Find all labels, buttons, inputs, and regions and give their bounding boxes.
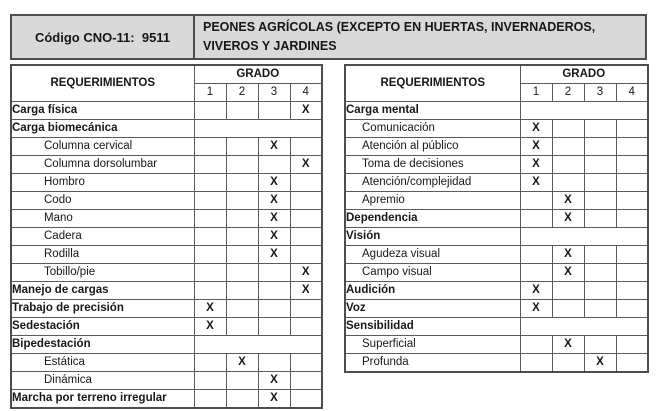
grade-cell xyxy=(290,372,322,390)
grade-cell xyxy=(194,390,226,409)
grade-cell xyxy=(616,192,648,210)
grade-cell xyxy=(584,156,616,174)
grade-cell xyxy=(616,246,648,264)
occupation-title-line-1: PEONES AGRÍCOLAS (EXCEPTO EN HUERTAS, INVERNADEROS, xyxy=(203,20,596,35)
table-row xyxy=(345,336,648,354)
requirements-tables xyxy=(10,64,649,409)
grade-cell xyxy=(584,282,616,300)
table-row xyxy=(345,120,648,138)
row-label: Hombro xyxy=(11,174,194,192)
grade-cell xyxy=(258,156,290,174)
row-label: Apremio xyxy=(345,192,520,210)
grade-cell xyxy=(290,246,322,264)
grade-cell xyxy=(616,300,648,318)
grade-column-4: 4 xyxy=(616,84,648,102)
table-row xyxy=(345,246,648,264)
grade-cell xyxy=(584,138,616,156)
grade-column-3: 3 xyxy=(584,84,616,102)
grade-cell xyxy=(226,228,258,246)
grade-cell xyxy=(584,264,616,282)
grade-cell: X xyxy=(584,354,616,373)
grade-cell xyxy=(194,138,226,156)
row-label: Rodilla xyxy=(11,246,194,264)
row-label: Bipedestación xyxy=(11,336,194,354)
grade-cell xyxy=(290,210,322,228)
grade-cell xyxy=(584,246,616,264)
grade-cell xyxy=(616,210,648,228)
grade-cell xyxy=(194,354,226,372)
grade-column-4: 4 xyxy=(290,84,322,102)
row-label: Atención al público xyxy=(345,138,520,156)
grade-cell: X xyxy=(520,120,552,138)
grade-merged-cell xyxy=(520,228,648,246)
grade-cell xyxy=(290,390,322,409)
grade-cell xyxy=(290,300,322,318)
grade-cell xyxy=(194,210,226,228)
grade-cell xyxy=(290,228,322,246)
grade-cell xyxy=(194,174,226,192)
grade-column-3: 3 xyxy=(258,84,290,102)
grade-cell xyxy=(520,354,552,373)
grade-cell xyxy=(226,264,258,282)
grade-cell xyxy=(290,174,322,192)
grade-cell xyxy=(552,282,584,300)
table-row xyxy=(345,264,648,282)
table-row xyxy=(11,264,322,282)
grade-cell: X xyxy=(226,354,258,372)
grade-header: GRADO xyxy=(194,65,322,84)
occupation-title-cell xyxy=(195,16,645,58)
grade-cell xyxy=(584,300,616,318)
grade-cell: X xyxy=(552,264,584,282)
grade-cell xyxy=(226,102,258,120)
table-header-row xyxy=(11,65,322,84)
table-row xyxy=(11,354,322,372)
grade-column-1: 1 xyxy=(520,84,552,102)
grade-cell xyxy=(584,336,616,354)
grade-cell: X xyxy=(520,138,552,156)
grade-cell xyxy=(258,102,290,120)
table-row xyxy=(11,246,322,264)
row-label: Marcha por terreno irregular xyxy=(11,390,194,409)
row-label: Carga física xyxy=(11,102,194,120)
grade-cell xyxy=(616,138,648,156)
grade-cell xyxy=(258,354,290,372)
grade-cell: X xyxy=(520,156,552,174)
row-label: Tobillo/pie xyxy=(11,264,194,282)
table-row xyxy=(11,138,322,156)
table-row xyxy=(11,228,322,246)
row-label: Superficial xyxy=(345,336,520,354)
grade-cell xyxy=(226,390,258,409)
table-row xyxy=(345,174,648,192)
table-row xyxy=(11,300,322,318)
grade-cell xyxy=(520,246,552,264)
grade-cell xyxy=(552,120,584,138)
row-label: Manejo de cargas xyxy=(11,282,194,300)
grade-cell xyxy=(194,156,226,174)
table-row xyxy=(345,138,648,156)
grade-cell xyxy=(584,120,616,138)
row-label: Trabajo de precisión xyxy=(11,300,194,318)
row-label: Atención/complejidad xyxy=(345,174,520,192)
row-label: Codo xyxy=(11,192,194,210)
grade-cell xyxy=(194,192,226,210)
grade-cell xyxy=(584,174,616,192)
grade-cell xyxy=(552,138,584,156)
grade-cell xyxy=(520,336,552,354)
row-label: Sedestación xyxy=(11,318,194,336)
table-header-row xyxy=(345,65,648,84)
row-label: Columna cervical xyxy=(11,138,194,156)
grade-cell xyxy=(552,354,584,373)
table-row xyxy=(11,120,322,138)
row-label: Carga biomecánica xyxy=(11,120,194,138)
table-row xyxy=(11,336,322,354)
grade-column-2: 2 xyxy=(226,84,258,102)
grade-cell xyxy=(226,138,258,156)
requirements-header: REQUERIMIENTOS xyxy=(11,65,194,102)
row-label: Comunicación xyxy=(345,120,520,138)
table-row xyxy=(345,354,648,373)
table-row xyxy=(345,192,648,210)
grade-cell: X xyxy=(258,210,290,228)
grade-cell xyxy=(616,156,648,174)
grade-cell: X xyxy=(520,282,552,300)
grade-cell xyxy=(290,138,322,156)
grade-cell xyxy=(226,174,258,192)
document-header xyxy=(10,14,647,60)
grade-cell: X xyxy=(258,246,290,264)
grade-cell xyxy=(258,282,290,300)
grade-cell: X xyxy=(258,372,290,390)
grade-cell xyxy=(584,192,616,210)
grade-cell xyxy=(194,228,226,246)
grade-cell xyxy=(616,282,648,300)
table-row xyxy=(345,102,648,120)
grade-cell xyxy=(520,192,552,210)
table-row xyxy=(345,318,648,336)
grade-cell: X xyxy=(552,192,584,210)
grade-cell xyxy=(552,300,584,318)
table-row xyxy=(345,300,648,318)
row-label: Mano xyxy=(11,210,194,228)
grade-cell: X xyxy=(552,210,584,228)
grade-merged-cell xyxy=(520,318,648,336)
grade-cell xyxy=(194,246,226,264)
occupation-title-line-2: VIVEROS Y JARDINES xyxy=(203,39,337,53)
grade-cell xyxy=(520,210,552,228)
grade-cell xyxy=(226,156,258,174)
grade-cell: X xyxy=(552,246,584,264)
row-label: Sensibilidad xyxy=(345,318,520,336)
grade-cell xyxy=(616,264,648,282)
grade-cell: X xyxy=(290,282,322,300)
row-label: Visión xyxy=(345,228,520,246)
grade-cell: X xyxy=(290,156,322,174)
row-label: Voz xyxy=(345,300,520,318)
grade-cell xyxy=(258,318,290,336)
grade-cell xyxy=(194,372,226,390)
table-row xyxy=(345,228,648,246)
grade-cell: X xyxy=(290,264,322,282)
grade-cell: X xyxy=(290,102,322,120)
table-row xyxy=(11,372,322,390)
grade-cell xyxy=(226,210,258,228)
grade-cell: X xyxy=(194,300,226,318)
grade-cell xyxy=(584,210,616,228)
grade-cell xyxy=(290,192,322,210)
mental-sensory-requirements-table xyxy=(344,64,649,373)
row-label: Toma de decisiones xyxy=(345,156,520,174)
left-table-slot xyxy=(10,64,323,409)
grade-cell: X xyxy=(258,174,290,192)
row-label: Carga mental xyxy=(345,102,520,120)
grade-merged-cell xyxy=(520,102,648,120)
grade-cell xyxy=(226,246,258,264)
grade-merged-cell xyxy=(194,336,322,354)
grade-cell xyxy=(226,372,258,390)
grade-header: GRADO xyxy=(520,65,648,84)
grade-cell xyxy=(616,174,648,192)
grade-cell: X xyxy=(520,300,552,318)
grade-cell: X xyxy=(258,228,290,246)
grade-cell xyxy=(290,354,322,372)
table-row xyxy=(11,282,322,300)
grade-cell xyxy=(520,264,552,282)
cno-code-cell: Código CNO-11: 9511 xyxy=(12,16,195,58)
grade-cell xyxy=(258,264,290,282)
grade-cell: X xyxy=(520,174,552,192)
table-row xyxy=(11,390,322,409)
grade-cell xyxy=(226,300,258,318)
table-row xyxy=(11,156,322,174)
row-label: Profunda xyxy=(345,354,520,373)
grade-merged-cell xyxy=(194,120,322,138)
row-label: Agudeza visual xyxy=(345,246,520,264)
table-row xyxy=(11,102,322,120)
grade-cell xyxy=(552,174,584,192)
row-label: Campo visual xyxy=(345,264,520,282)
grade-cell xyxy=(552,156,584,174)
row-label: Estática xyxy=(11,354,194,372)
requirements-header: REQUERIMIENTOS xyxy=(345,65,520,102)
grade-cell xyxy=(290,318,322,336)
grade-column-1: 1 xyxy=(194,84,226,102)
table-row xyxy=(11,210,322,228)
grade-cell xyxy=(616,336,648,354)
grade-column-2: 2 xyxy=(552,84,584,102)
grade-cell xyxy=(226,192,258,210)
grade-cell xyxy=(616,120,648,138)
grade-cell xyxy=(226,282,258,300)
grade-cell xyxy=(616,354,648,373)
grade-cell xyxy=(258,300,290,318)
right-table-slot xyxy=(344,64,649,373)
grade-cell: X xyxy=(194,318,226,336)
grade-cell: X xyxy=(258,390,290,409)
grade-cell xyxy=(194,102,226,120)
table-row xyxy=(11,318,322,336)
row-label: Dependencia xyxy=(345,210,520,228)
physical-requirements-table xyxy=(10,64,323,409)
row-label: Cadera xyxy=(11,228,194,246)
table-row xyxy=(11,174,322,192)
grade-cell: X xyxy=(258,192,290,210)
grade-cell: X xyxy=(552,336,584,354)
table-row xyxy=(345,282,648,300)
grade-cell xyxy=(226,318,258,336)
table-row xyxy=(345,210,648,228)
grade-cell: X xyxy=(258,138,290,156)
grade-cell xyxy=(194,282,226,300)
row-label: Columna dorsolumbar xyxy=(11,156,194,174)
grade-cell xyxy=(194,264,226,282)
table-row xyxy=(11,192,322,210)
row-label: Audición xyxy=(345,282,520,300)
row-label: Dinámica xyxy=(11,372,194,390)
table-row xyxy=(345,156,648,174)
